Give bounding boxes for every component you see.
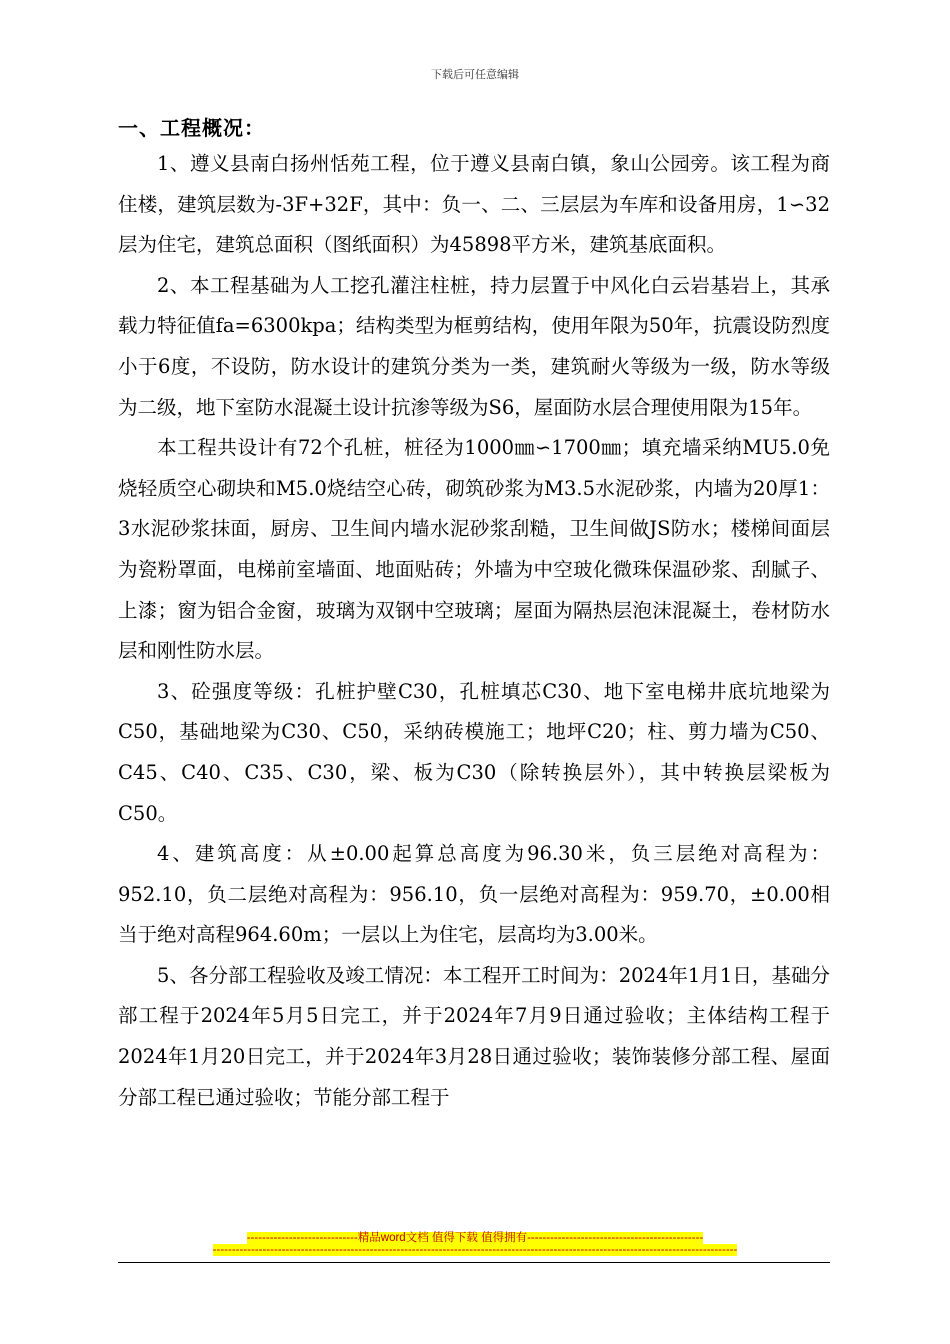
- paragraph-concrete-grades: 3、砼强度等级：孔桩护壁C30，孔桩填芯C30、地下室电梯井底坑地梁为C50，基础地梁为C30、C50，采纳砖模施工；地坪C20；柱、剪力墙为C50、C45、C40、C35、C30，梁、板为C30（除转换层外），其中转换层梁板为C50。: [118, 679, 830, 825]
- paragraph-acceptance: 5、各分部工程验收及竣工情况：本工程开工时间为：2024年1月1日，基础分部工程于2024年5月5日完工，并于2024年7月9日通过验收；主体结构工程于2024年1月20日完工，并于2024年3月28日通过验收；装饰装修分部工程、屋面分部工程已通过验收；节能分部工程于: [118, 963, 830, 1109]
- footer-banner: [0, 1229, 950, 1245]
- paragraph-piles-walls: 本工程共设计有72个孔桩，桩径为1000㎜∽1700㎜；填充墙采纳MU5.0免烧轻质空心砌块和M5.0烧结空心砖，砌筑砂浆为M3.5水泥砂浆，内墙为20厚1：3水泥砂浆抹面，厨房、卫生间内墙水泥砂浆刮糙，卫生间做JS防水；楼梯间面层为瓷粉罩面，电梯前室墙面、地面贴砖；外墙为中空玻化微珠保温砂浆、刮腻子、上漆；窗为铝合金窗，玻璃为双钢中空玻璃；屋面为隔热层泡沫混凝土，卷材防水层和刚性防水层。: [118, 436, 830, 663]
- paragraph-project-location: 1、遵义县南白扬州恬苑工程，位于遵义县南白镇，象山公园旁。该工程为商住楼，建筑层数为-3F+32F，其中：负一、二、三层层为车库和设备用房，1∽32层为住宅，建筑总面积（图纸面积）为45898平方米，建筑基底面积。: [118, 152, 830, 257]
- footer-rule: [118, 1262, 830, 1263]
- section-title: 一、工程概况：: [118, 116, 265, 140]
- paragraph-foundation-structure: 2、本工程基础为人工挖孔灌注柱桩，持力层置于中风化白云岩基岩上，其承载力特征值fa=6300kpa；结构类型为框剪结构，使用年限为50年，抗震设防烈度小于6度，不设防，防水设计的建筑分类为一类，建筑耐火等级为一级，防水等级为二级，地下室防水混凝土设计抗渗等级为S6，屋面防水层合理使用限为15年。: [118, 273, 830, 419]
- page-header-note: 下载后可任意编辑: [431, 68, 519, 81]
- footer-banner-text: -----------------------------精品word文档 值得下载 值得拥有----------------------------------------------: [246, 1232, 704, 1244]
- footer-dash-text: -----------------------------------------------------------------------------------------------------------------------------------------: [212, 1244, 738, 1256]
- document-body: [118, 144, 830, 1118]
- footer-dash-line: [0, 1244, 950, 1256]
- paragraph-building-height: 4、建筑高度：从±0.00起算总高度为96.30米，负三层绝对高程为：952.10，负二层绝对高程为：956.10，负一层绝对高程为：959.70，±0.00相当于绝对高程964.60m；一层以上为住宅，层高均为3.00米。: [118, 842, 830, 947]
